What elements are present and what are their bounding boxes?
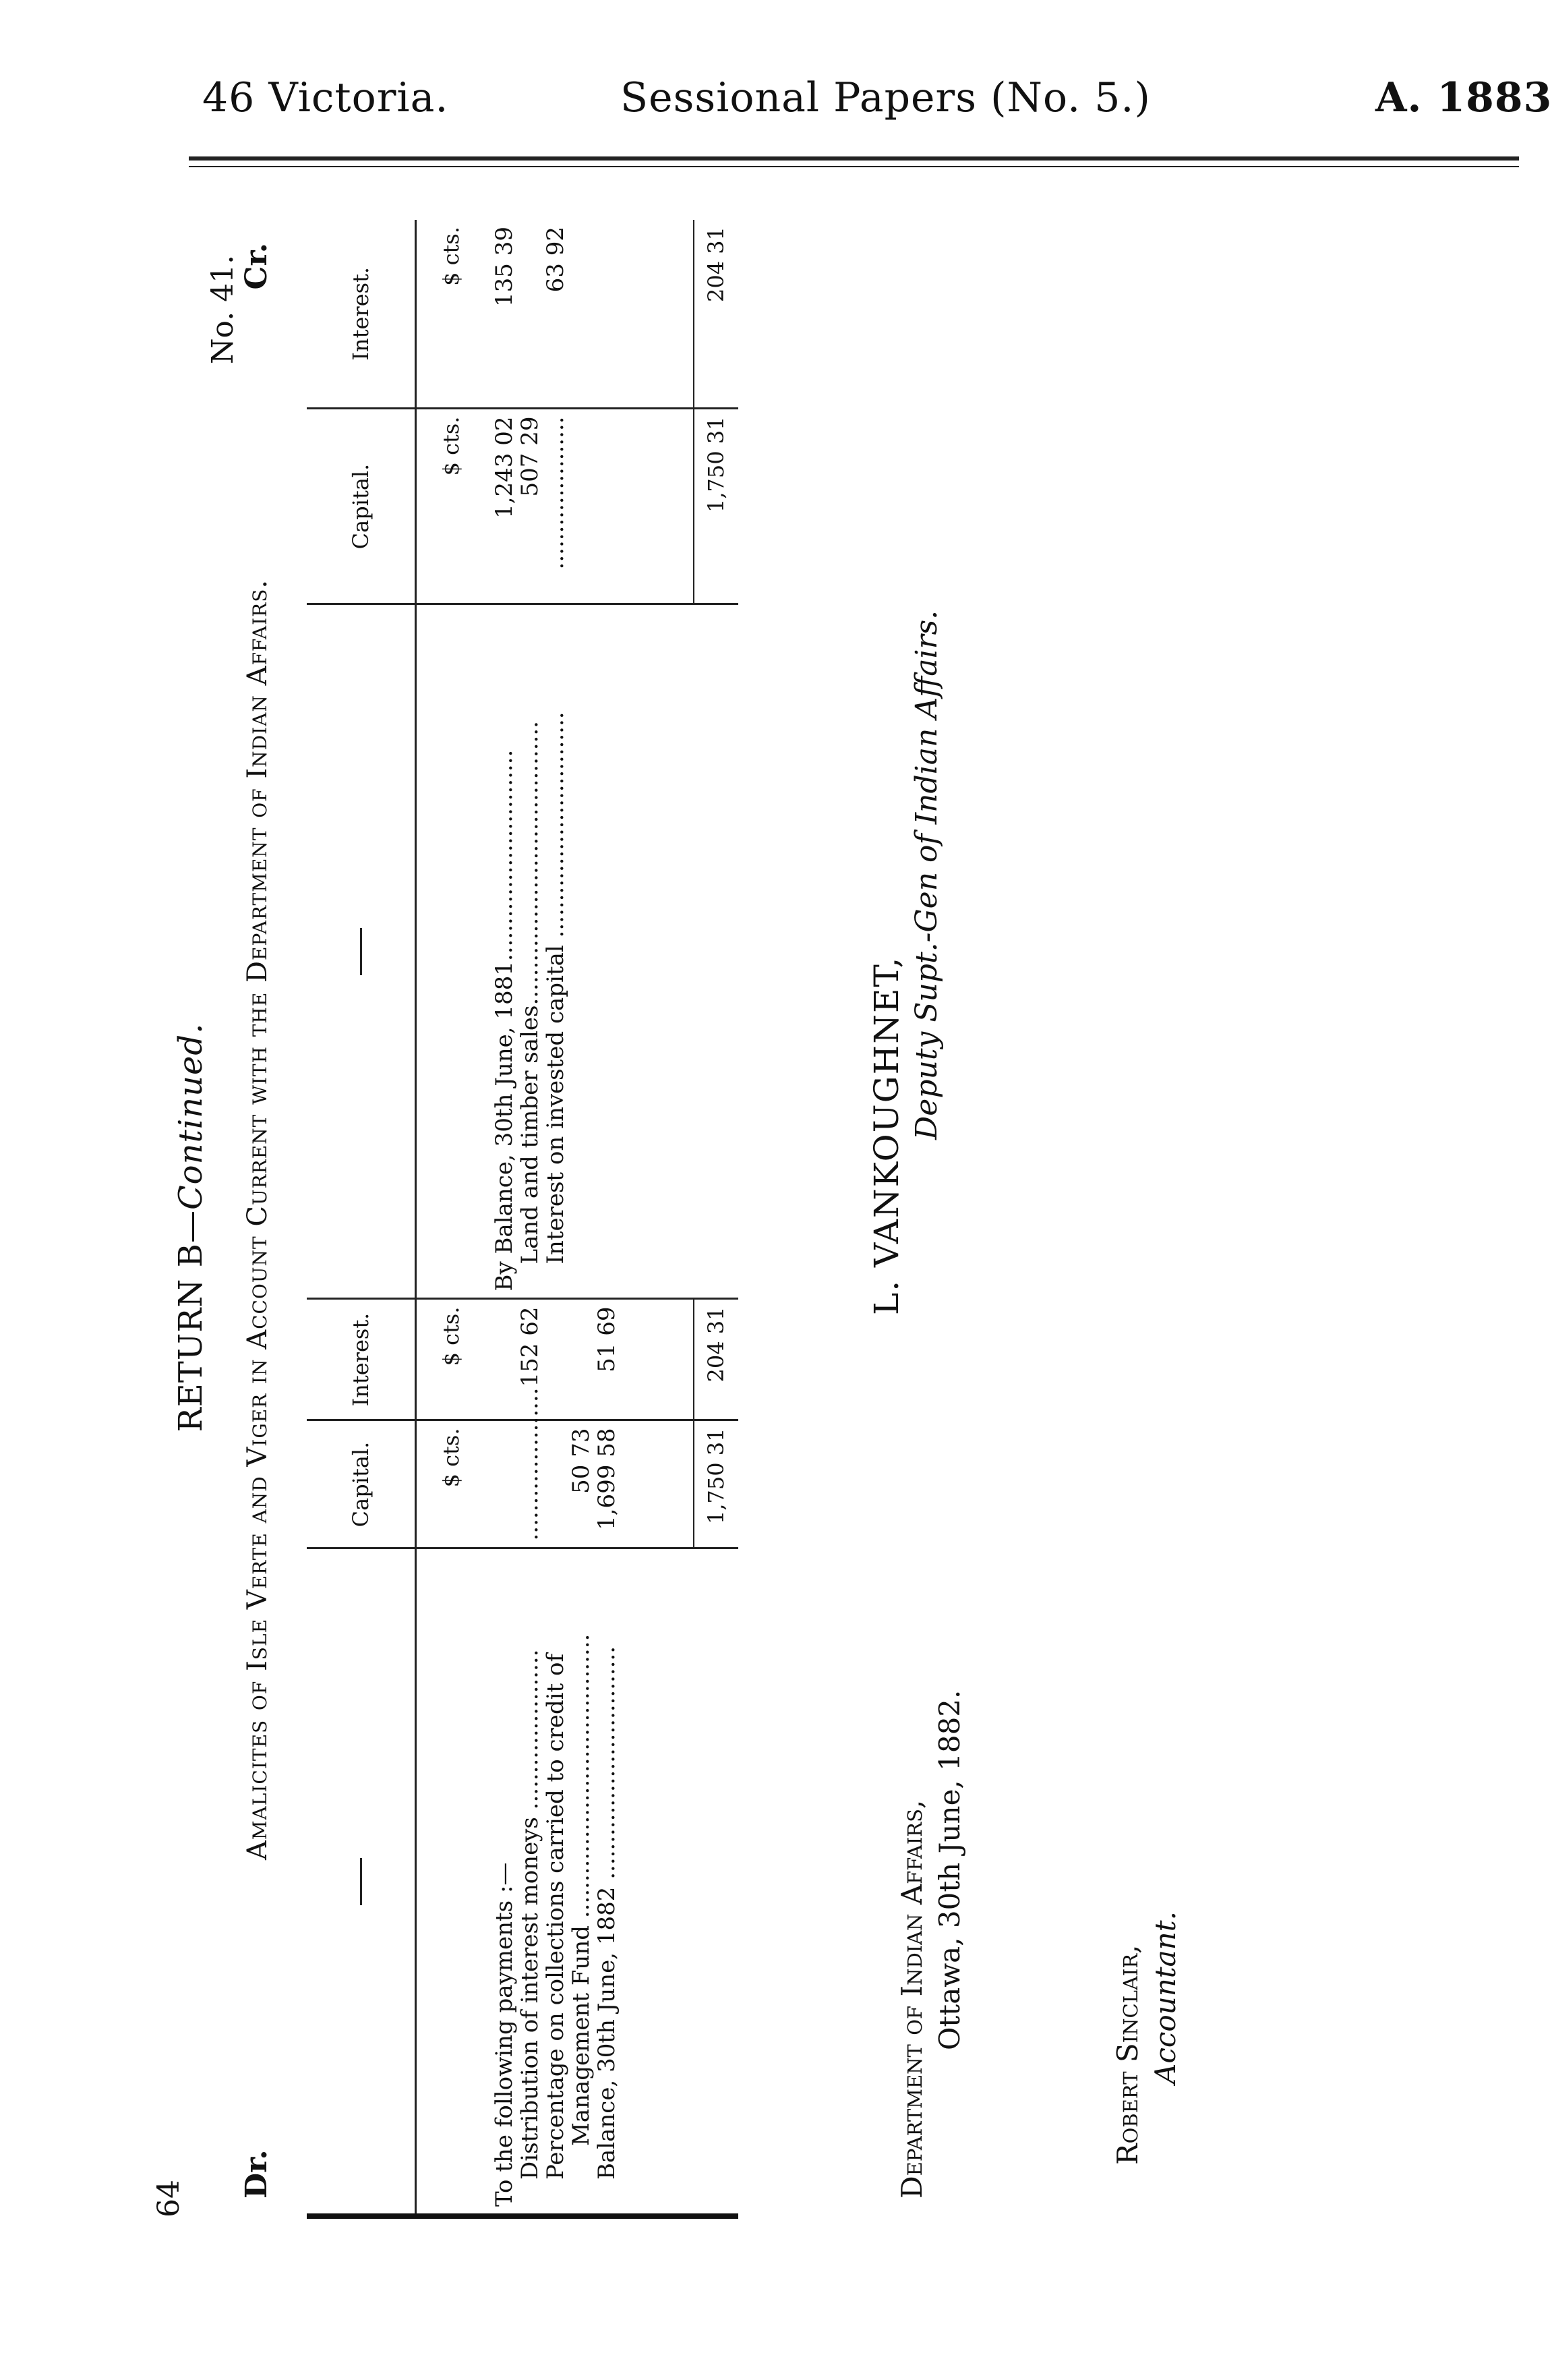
cr-interest-value: 63 92 bbox=[542, 227, 570, 293]
cr-interest-total: 204 31 bbox=[694, 220, 738, 409]
ledger-totals-row bbox=[694, 220, 738, 2216]
dr-interest-unit: $ cts. bbox=[416, 1299, 485, 1420]
ledger-units-row bbox=[416, 220, 485, 2216]
cr-interest-header: Interest. bbox=[307, 220, 416, 409]
cr-capital-value: 507 29 bbox=[516, 416, 544, 497]
cr-line: Interest on invested capital ............................... bbox=[542, 712, 570, 1265]
dr-capital-cell bbox=[485, 1387, 693, 1548]
return-title-continued: Continued. bbox=[172, 1022, 210, 1211]
cr-description-cell bbox=[485, 604, 693, 1299]
cr-interest-cell bbox=[485, 220, 693, 409]
dr-interest-value: 152 62 bbox=[516, 1306, 544, 1387]
dr-interest-value bbox=[568, 1307, 594, 1413]
cr-capital-value: 1,243 02 bbox=[491, 416, 518, 519]
cr-capital-cell bbox=[485, 409, 693, 604]
cr-line: By Balance, 30th June, 1881............................. bbox=[491, 749, 518, 1291]
cr-description-header bbox=[307, 604, 416, 1299]
dr-line: Management Fund ....................................... bbox=[568, 1633, 595, 2146]
account-number: No. 41. bbox=[206, 254, 240, 364]
cr-interest-unit: $ cts. bbox=[416, 220, 485, 409]
return-title bbox=[172, 755, 210, 1700]
accountant-name: Robert Sinclair, bbox=[1111, 1944, 1144, 2165]
dr-line: Distribution of interest moneys ...................... bbox=[516, 1649, 544, 2180]
dr-capital-value bbox=[491, 1428, 517, 1541]
dr-description-cell bbox=[485, 1548, 693, 2216]
cr-interest-value: 135 39 bbox=[491, 227, 518, 307]
running-header-left: 46 Victoria. bbox=[202, 74, 449, 121]
cr-line: Land and timber sales....................................... bbox=[516, 721, 544, 1265]
cr-capital-value: ..................... bbox=[542, 416, 570, 570]
running-header-center: Sessional Papers (No. 5.) bbox=[620, 74, 1151, 121]
header-rule-thick bbox=[189, 156, 1519, 161]
account-title: Amalicites of Isle Verte and Viger in Account Current with the Department of Indian Affairs. bbox=[242, 579, 273, 1861]
dr-description-header bbox=[307, 1548, 416, 2216]
ledger-header-row bbox=[307, 220, 416, 2216]
dr-capital-header: Capital. bbox=[307, 1420, 416, 1548]
ledger-body-row bbox=[485, 220, 693, 2216]
dr-line: Percentage on collections carried to credit of bbox=[542, 1653, 570, 2180]
dr-capital-value: ..................... bbox=[516, 1387, 544, 1541]
dr-capital-unit: $ cts. bbox=[416, 1420, 485, 1548]
running-header-right: A. 1883 bbox=[1375, 74, 1552, 121]
page-number: 64 bbox=[152, 2180, 186, 2217]
accountant-block bbox=[1109, 1911, 1185, 2165]
department-name: Department of Indian Affairs, bbox=[895, 1799, 928, 2199]
signer-role: Deputy Supt.-Gen of Indian Affairs. bbox=[909, 610, 944, 1140]
cr-capital-unit: $ cts. bbox=[416, 409, 485, 604]
dr-interest-value bbox=[543, 1307, 568, 1413]
account-subtitle bbox=[239, 243, 274, 2199]
dr-interest-total: 204 31 bbox=[694, 1299, 738, 1420]
dr-capital-total: 1,750 31 bbox=[694, 1420, 738, 1548]
account-ledger-table bbox=[307, 220, 738, 2219]
dr-interest-value bbox=[491, 1307, 517, 1413]
signer-block bbox=[866, 610, 947, 1315]
dr-line: To the following payments :— bbox=[491, 1862, 518, 2207]
cr-capital-total: 1,750 31 bbox=[694, 409, 738, 604]
header-rule-thin bbox=[189, 166, 1519, 167]
signer-name: L. VANKOUGHNET, bbox=[867, 956, 906, 1315]
dr-capital-value bbox=[543, 1428, 568, 1541]
department-date: Ottawa, 30th June, 1882. bbox=[933, 1689, 966, 2050]
dr-capital-value: 50 73 bbox=[568, 1428, 595, 1494]
return-title-main: RETURN B— bbox=[172, 1210, 210, 1432]
debit-marker: Dr. bbox=[239, 2149, 274, 2199]
cr-capital-header: Capital. bbox=[307, 409, 416, 604]
dr-interest-value: 51 69 bbox=[593, 1306, 621, 1372]
accountant-role: Accountant. bbox=[1149, 1911, 1182, 2084]
dr-capital-value: 1,699 58 bbox=[593, 1428, 621, 1530]
credit-marker: Cr. bbox=[239, 243, 274, 290]
rotated-page-content bbox=[145, 209, 1406, 2239]
dr-line: Balance, 30th June, 1882 ................................ bbox=[593, 1646, 621, 2180]
dr-interest-header: Interest. bbox=[307, 1299, 416, 1420]
department-block bbox=[893, 1690, 969, 2199]
cr-interest-value bbox=[517, 227, 543, 401]
